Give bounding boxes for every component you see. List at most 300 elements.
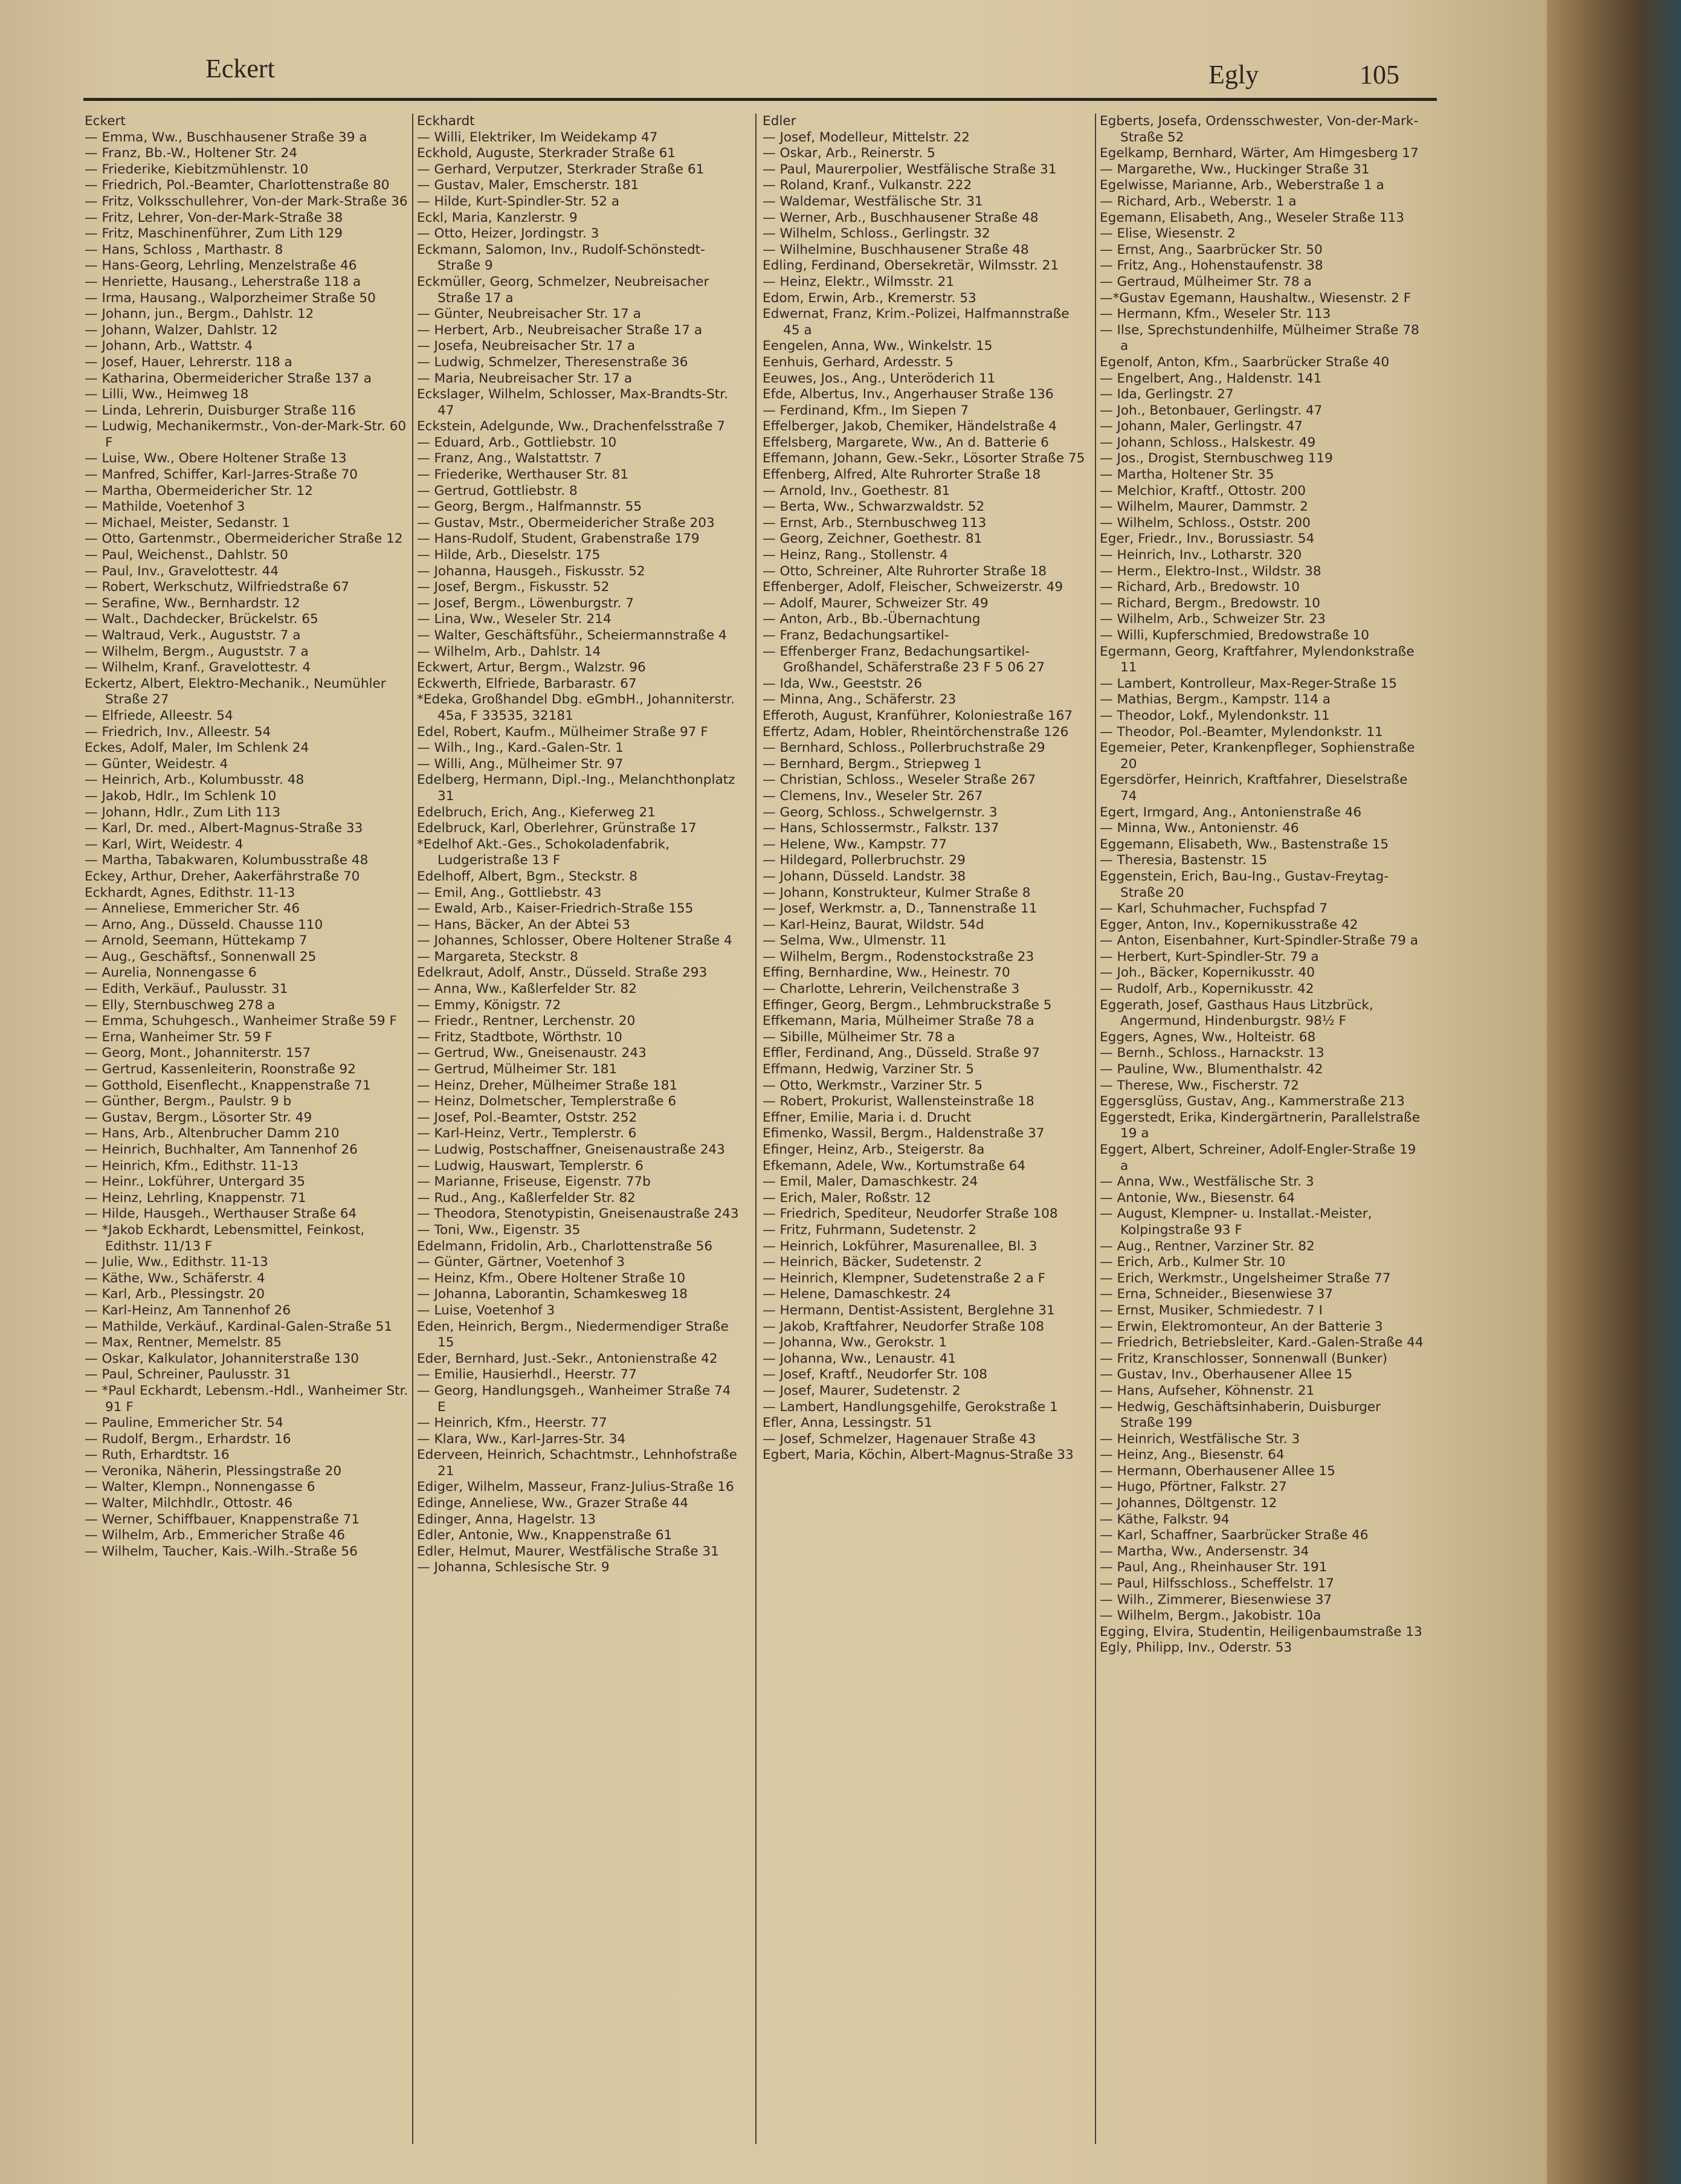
directory-entry: — Luise, Voetenhof 3 xyxy=(417,1302,555,1318)
directory-entry: — Ernst, Ang., Saarbrücker Str. 50 xyxy=(1100,242,1323,257)
directory-entry: — Maria, Neubreisacher Str. 17 a xyxy=(417,370,633,386)
directory-entry: — Otto, Werkmstr., Varziner Str. 5 xyxy=(763,1077,983,1093)
directory-entry: Egert, Irmgard, Ang., Antonienstraße 46 xyxy=(1100,804,1362,820)
directory-entry: — Johann, Düsseld. Landstr. 38 xyxy=(763,868,966,884)
directory-entry: — Hans, Bäcker, An der Abtei 53 xyxy=(417,917,630,932)
directory-entry: — Serafine, Ww., Bernhardstr. 12 xyxy=(85,595,300,611)
directory-entry: — Gertrud, Mülheimer Str. 181 xyxy=(417,1062,618,1077)
directory-entry: — Joh., Bäcker, Kopernikusstr. 40 xyxy=(1100,965,1315,981)
directory-entry: Efkemann, Adele, Ww., Kortumstraße 64 xyxy=(763,1158,1026,1174)
directory-entry: Effenberger, Adolf, Fleischer, Schweizerstr. 49 xyxy=(763,580,1063,595)
directory-entry: — Arno, Ang., Düsseld. Chausse 110 xyxy=(85,917,323,932)
directory-entry: — Bernhard, Bergm., Striepweg 1 xyxy=(763,756,982,772)
column-2 xyxy=(417,114,743,2156)
directory-entry: — Oskar, Kalkulator, Johanniterstraße 130 xyxy=(85,1351,360,1366)
directory-entry: — Karl, Arb., Plessingstr. 20 xyxy=(85,1287,265,1302)
directory-entry: — Johanna, Ww., Gerokstr. 1 xyxy=(763,1335,947,1351)
directory-entry: — Arnold, Seemann, Hüttekamp 7 xyxy=(85,933,308,949)
directory-entry: — Georg, Mont., Johanniterstr. 157 xyxy=(85,1045,311,1061)
directory-entry: Eckes, Adolf, Maler, Im Schlenk 24 xyxy=(85,740,309,756)
directory-entry: — Elise, Wiesenstr. 2 xyxy=(1100,226,1236,242)
directory-entry: — Margareta, Steckstr. 8 xyxy=(417,949,578,964)
directory-entry: — Theodor, Pol.-Beamter, Mylendonkstr. 11 xyxy=(1100,724,1383,740)
directory-entry: — Eduard, Arb., Gottliebstr. 10 xyxy=(417,435,617,450)
directory-entry: — Gotthold, Eisenflecht., Knappenstraße 71 xyxy=(85,1077,371,1093)
directory-entry: Effenberg, Alfred, Alte Ruhrorter Straße 18 xyxy=(763,467,1041,483)
directory-entry: — Minna, Ww., Antonienstr. 46 xyxy=(1100,821,1299,836)
directory-entry: — Heinrich, Buchhalter, Am Tannenhof 26 xyxy=(85,1142,358,1157)
directory-entry: — Veronika, Näherin, Plessingstraße 20 xyxy=(85,1463,342,1479)
directory-entry: — Emma, Ww., Buschhausener Straße 39 a xyxy=(85,129,367,145)
directory-entry: — Günter, Neubreisacher Str. 17 a xyxy=(417,306,641,322)
directory-entry: — Fritz, Lehrer, Von-der-Mark-Straße 38 xyxy=(85,210,343,225)
directory-entry: — Klara, Ww., Karl-Jarres-Str. 34 xyxy=(417,1431,626,1447)
directory-entry: Effinger, Georg, Bergm., Lehmbruckstraße 5 xyxy=(763,997,1052,1013)
directory-entry: — Wilhelm, Arb., Dahlstr. 14 xyxy=(417,644,601,659)
header-rule xyxy=(83,98,1437,101)
directory-entry: Egenolf, Anton, Kfm., Saarbrücker Straße 40 xyxy=(1100,354,1390,370)
directory-entry: — Irma, Hausang., Walporzheimer Straße 50 xyxy=(85,290,376,306)
directory-entry: Eckstein, Adelgunde, Ww., Drachenfelsstraße 7 xyxy=(417,419,725,435)
directory-entry: — Ruth, Erhardtstr. 16 xyxy=(85,1447,230,1463)
directory-entry: — Aug., Rentner, Varziner Str. 82 xyxy=(1100,1238,1315,1254)
directory-entry: — Johann, Konstrukteur, Kulmer Straße 8 xyxy=(763,885,1031,900)
directory-entry: — Heinrich, Klempner, Sudetenstraße 2 a F xyxy=(763,1270,1046,1286)
directory-entry: — Heinrich, Arb., Kolumbusstr. 48 xyxy=(85,772,305,788)
directory-entry: Ederveen, Heinrich, Schachtmstr., Lehnhofstraße 21 xyxy=(417,1447,737,1479)
directory-entry: — Fritz, Stadtbote, Wörthstr. 10 xyxy=(417,1029,622,1045)
directory-entry: Edler, Antonie, Ww., Knappenstraße 61 xyxy=(417,1528,673,1543)
directory-entry: — Rud., Ang., Kaßlerfelder Str. 82 xyxy=(417,1190,636,1206)
directory-entry: — Ewald, Arb., Kaiser-Friedrich-Straße 155 xyxy=(417,901,694,917)
directory-entry: — Emma, Schuhgesch., Wanheimer Straße 59 F xyxy=(85,1013,397,1029)
directory-entry: — Clemens, Inv., Weseler Str. 267 xyxy=(763,788,983,804)
directory-entry: — Günther, Bergm., Paulstr. 9 b xyxy=(85,1094,292,1110)
directory-entry: —*Gustav Egemann, Haushaltw., Wiesenstr. 2 F xyxy=(1100,290,1412,306)
directory-entry: — August, Klempner- u. Installat.-Meister, Kolpingstraße 93 F xyxy=(1100,1206,1372,1238)
directory-entry: — Wilhelm, Maurer, Dammstr. 2 xyxy=(1100,499,1308,515)
directory-entry: Eckslager, Wilhelm, Schlosser, Max-Brandts-Str. 47 xyxy=(417,387,729,418)
directory-entry: Egly, Philipp, Inv., Oderstr. 53 xyxy=(1100,1640,1292,1656)
book-spine xyxy=(1547,0,1681,2184)
directory-entry: — Johanna, Laborantin, Schamkesweg 18 xyxy=(417,1287,688,1302)
directory-entry: — Josef, Bergm., Fiskusstr. 52 xyxy=(417,580,610,595)
directory-entry: — Hildegard, Pollerbruchstr. 29 xyxy=(763,853,966,868)
directory-entry: — Jos., Drogist, Sternbuschweg 119 xyxy=(1100,451,1333,467)
directory-entry: — Walter, Milchhdlr., Ottostr. 46 xyxy=(85,1496,293,1511)
directory-entry: Eggert, Albert, Schreiner, Adolf-Engler-Straße 19 a xyxy=(1100,1142,1416,1174)
directory-entry: Edel, Robert, Kaufm., Mülheimer Straße 97 F xyxy=(417,724,708,740)
directory-entry: Edwernat, Franz, Krim.-Polizei, Halfmannstraße 45 a xyxy=(763,306,1070,338)
directory-entry: — Gertrud, Kassenleiterin, Roonstraße 92 xyxy=(85,1062,356,1077)
directory-entry: — Manfred, Schiffer, Karl-Jarres-Straße 70 xyxy=(85,467,358,483)
directory-entry: — Herbert, Kurt-Spindler-Str. 79 a xyxy=(1100,949,1319,964)
directory-entry: — Hans-Rudolf, Student, Grabenstraße 179 xyxy=(417,531,700,547)
directory-entry: — Gertrud, Ww., Gneisenaustr. 243 xyxy=(417,1045,647,1061)
directory-entry: — Waltraud, Verk., Auguststr. 7 a xyxy=(85,628,301,643)
directory-entry: — Berta, Ww., Schwarzwaldstr. 52 xyxy=(763,499,985,515)
directory-entry: — Ida, Ww., Geeststr. 26 xyxy=(763,676,922,691)
directory-entry: — Johanna, Schlesische Str. 9 xyxy=(417,1560,610,1575)
directory-entry: — Günter, Gärtner, Voetenhof 3 xyxy=(417,1255,625,1270)
directory-entry: — Richard, Arb., Weberstr. 1 a xyxy=(1100,193,1297,209)
directory-entry: — Willi, Ang., Mülheimer Str. 97 xyxy=(417,756,624,772)
directory-entry: Effkemann, Maria, Mülheimer Straße 78 a xyxy=(763,1013,1034,1029)
directory-entry: — Erich, Werkmstr., Ungelsheimer Straße 77 xyxy=(1100,1270,1391,1286)
directory-entry: — Selma, Ww., Ulmenstr. 11 xyxy=(763,933,947,949)
directory-entry: — Roland, Kranf., Vulkanstr. 222 xyxy=(763,178,972,193)
directory-entry: — Emil, Maler, Damaschkestr. 24 xyxy=(763,1174,978,1190)
directory-entry: — Mathilde, Verkäuf., Kardinal-Galen-Straße 51 xyxy=(85,1319,393,1334)
directory-entry: — Karl-Heinz, Baurat, Wildstr. 54d xyxy=(763,917,984,932)
directory-entry: Eckey, Arthur, Dreher, Aakerfährstraße 70 xyxy=(85,868,360,884)
directory-entry: — Fritz, Kranschlosser, Sonnenwall (Bunker) xyxy=(1100,1351,1388,1366)
directory-entry: Eggerstedt, Erika, Kindergärtnerin, Parallelstraße 19 a xyxy=(1100,1110,1421,1142)
directory-entry: — Rudolf, Arb., Kopernikusstr. 42 xyxy=(1100,981,1314,997)
directory-entry: — Bernhard, Schloss., Pollerbruchstraße 29 xyxy=(763,740,1045,756)
directory-entry: — *Jakob Eckhardt, Lebensmittel, Feinkost, Edithstr. 11/13 F xyxy=(85,1222,365,1254)
directory-entry: — Linda, Lehrerin, Duisburger Straße 116 xyxy=(85,402,356,418)
directory-entry: — Luise, Ww., Obere Holtener Straße 13 xyxy=(85,451,347,467)
directory-entry: Edelberg, Hermann, Dipl.-Ing., Melanchthonplatz 31 xyxy=(417,772,735,804)
directory-entry: *Edeka, Großhandel Dbg. eGmbH., Johanniterstr. 45a, F 33535, 32181 xyxy=(417,692,735,723)
directory-entry: — Ilse, Sprechstundenhilfe, Mülheimer Straße 78 a xyxy=(1100,322,1419,354)
directory-entry: — Wilh., Zimmerer, Biesenwiese 37 xyxy=(1100,1592,1332,1607)
directory-entry: — Anneliese, Emmericher Str. 46 xyxy=(85,901,300,917)
directory-entry: — Hilde, Arb., Dieselstr. 175 xyxy=(417,548,601,563)
directory-entry: — Josef, Werkmstr. a, D., Tannenstraße 11 xyxy=(763,901,1037,917)
directory-entry: — Karl, Wirt, Weidestr. 4 xyxy=(85,836,244,852)
directory-entry: — Effenberger Franz, Bedachungsartikel-Großhandel, Schäferstraße 23 F 5 06 27 xyxy=(763,644,1045,676)
directory-entry: — Josef, Modelleur, Mittelstr. 22 xyxy=(763,129,970,145)
directory-entry: — Willi, Kupferschmied, Bredowstraße 10 xyxy=(1100,628,1370,643)
directory-entry: — Wilh., Ing., Kard.-Galen-Str. 1 xyxy=(417,740,624,756)
directory-entry: — Arnold, Inv., Goethestr. 81 xyxy=(763,483,950,499)
directory-entry: — Johannes, Schlosser, Obere Holtener Straße 4 xyxy=(417,933,732,949)
directory-entry: Eckertz, Albert, Elektro-Mechanik., Neumühler Straße 27 xyxy=(85,676,386,708)
directory-entry: — Otto, Heizer, Jordingstr. 3 xyxy=(417,226,599,242)
directory-entry: — Josef, Maurer, Sudetenstr. 2 xyxy=(763,1383,961,1398)
directory-entry: — Robert, Prokurist, Wallensteinstraße 18 xyxy=(763,1094,1034,1110)
directory-entry: — Friedr., Rentner, Lerchenstr. 20 xyxy=(417,1013,636,1029)
directory-entry: — Paul, Weichenst., Dahlstr. 50 xyxy=(85,548,288,563)
directory-entry: — Friederike, Werthauser Str. 81 xyxy=(417,467,628,483)
directory-entry: — Hans, Aufseher, Köhnenstr. 21 xyxy=(1100,1383,1315,1398)
directory-entry: — Hugo, Pförtner, Falkstr. 27 xyxy=(1100,1479,1287,1495)
directory-entry: — Heinz, Lehrling, Knappenstr. 71 xyxy=(85,1190,306,1206)
directory-entry: — Aug., Geschäftsf., Sonnenwall 25 xyxy=(85,949,317,964)
directory-entry: — Wilhelm, Schloss., Gerlingstr. 32 xyxy=(763,226,990,242)
directory-entry: Eger, Friedr., Inv., Borussiastr. 54 xyxy=(1100,531,1315,547)
directory-entry: — Hans, Arb., Altenbrucher Damm 210 xyxy=(85,1126,340,1142)
directory-entry: Egelkamp, Bernhard, Wärter, Am Himgesberg 17 xyxy=(1100,146,1419,161)
directory-entry: — Wilhelm, Bergm., Auguststr. 7 a xyxy=(85,644,309,659)
directory-entry: — Anna, Ww., Westfälische Str. 3 xyxy=(1100,1174,1314,1190)
directory-entry: — Johanna, Hausgeh., Fiskusstr. 52 xyxy=(417,563,645,579)
directory-entry: — Heinz, Dolmetscher, Templerstraße 6 xyxy=(417,1094,677,1110)
directory-entry: Efinger, Heinz, Arb., Steigerstr. 8a xyxy=(763,1142,985,1157)
directory-entry: — Otto, Gartenmstr., Obermeidericher Straße 12 xyxy=(85,531,403,547)
directory-entry: — Gustav, Bergm., Lösorter Str. 49 xyxy=(85,1110,312,1125)
directory-entry: — Oskar, Arb., Reinerstr. 5 xyxy=(763,146,935,161)
directory-entry: — Georg, Bergm., Halfmannstr. 55 xyxy=(417,499,642,515)
directory-entry: Edling, Ferdinand, Obersekretär, Wilmsstr. 21 xyxy=(763,258,1059,274)
directory-entry: — Lambert, Kontrolleur, Max-Reger-Straße 15 xyxy=(1100,676,1398,691)
directory-entry: — Ludwig, Postschaffner, Gneisenaustraße 243 xyxy=(417,1142,725,1157)
directory-entry: — Lilli, Ww., Heimweg 18 xyxy=(85,387,249,402)
directory-entry: — Gustav, Inv., Oberhausener Allee 15 xyxy=(1100,1367,1353,1383)
directory-entry: — Hermann, Kfm., Weseler Str. 113 xyxy=(1100,306,1331,322)
directory-entry: — Hans, Schlossermstr., Falkstr. 137 xyxy=(763,821,999,836)
directory-entry: — Erich, Maler, Roßstr. 12 xyxy=(763,1190,931,1206)
directory-entry: — Johann, Hdlr., Zum Lith 113 xyxy=(85,804,281,820)
directory-entry: — Erich, Arb., Kulmer Str. 10 xyxy=(1100,1255,1286,1270)
directory-entry: — *Paul Eckhardt, Lebensm.-Hdl., Wanheimer Str. 91 F xyxy=(85,1383,408,1415)
directory-entry: Ediger, Wilhelm, Masseur, Franz-Julius-Straße 16 xyxy=(417,1479,734,1495)
directory-entry: — Erwin, Elektromonteur, An der Batterie 3 xyxy=(1100,1319,1383,1334)
directory-entry: — Lambert, Handlungsgehilfe, Gerokstraße 1 xyxy=(763,1399,1058,1415)
directory-entry: Efler, Anna, Lessingstr. 51 xyxy=(763,1415,932,1431)
directory-entry: — Heinrich, Kfm., Edithstr. 11-13 xyxy=(85,1158,298,1174)
directory-entry: — Heinz, Rang., Stollenstr. 4 xyxy=(763,548,948,563)
directory-entry: — Max, Rentner, Memelstr. 85 xyxy=(85,1335,282,1351)
directory-entry: Effmann, Hedwig, Varziner Str. 5 xyxy=(763,1062,975,1077)
directory-entry: Eggersglüss, Gustav, Ang., Kammerstraße 213 xyxy=(1100,1094,1405,1110)
directory-entry: — Ida, Gerlingstr. 27 xyxy=(1100,387,1234,402)
directory-entry: Effertz, Adam, Hobler, Rheintörchenstraße 126 xyxy=(763,724,1069,740)
directory-entry: — Gertrud, Gottliebstr. 8 xyxy=(417,483,578,499)
directory-entry: — Johann, Arb., Wattstr. 4 xyxy=(85,338,253,354)
directory-entry: — Julie, Ww., Edithstr. 11-13 xyxy=(85,1255,268,1270)
directory-entry: — Willi, Elektriker, Im Weidekamp 47 xyxy=(417,129,658,145)
directory-entry: — Mathilde, Voetenhof 3 xyxy=(85,499,245,515)
directory-entry: — Wilhelm, Bergm., Jakobistr. 10a xyxy=(1100,1608,1321,1624)
directory-entry: — Johann, Schloss., Halskestr. 49 xyxy=(1100,435,1316,450)
directory-entry: — Margarethe, Ww., Huckinger Straße 31 xyxy=(1100,161,1370,177)
directory-entry: — Heinrich, Inv., Lotharstr. 320 xyxy=(1100,548,1302,563)
directory-entry: — Wilhelm, Taucher, Kais.-Wilh.-Straße 56 xyxy=(85,1543,358,1559)
directory-entry: — Johannes, Döltgenstr. 12 xyxy=(1100,1496,1277,1511)
directory-entry: — Robert, Werkschutz, Wilfriedstraße 67 xyxy=(85,580,349,595)
directory-entry: — Sibille, Mülheimer Str. 78 a xyxy=(763,1029,955,1045)
directory-entry: — Emil, Ang., Gottliebstr. 43 xyxy=(417,885,602,900)
directory-entry: — Josef, Pol.-Beamter, Oststr. 252 xyxy=(417,1110,637,1125)
directory-entry: — Josef, Bergm., Löwenburgstr. 7 xyxy=(417,595,634,611)
directory-entry: — Walter, Klempn., Nonnengasse 6 xyxy=(85,1479,315,1495)
directory-entry: — Josef, Kraftf., Neudorfer Str. 108 xyxy=(763,1367,988,1383)
directory-entry: — Anton, Eisenbahner, Kurt-Spindler-Straße 79 a xyxy=(1100,933,1418,949)
directory-entry: Eggemann, Elisabeth, Ww., Bastenstraße 15 xyxy=(1100,836,1389,852)
directory-entry: Eggers, Agnes, Ww., Holteistr. 68 xyxy=(1100,1029,1316,1045)
running-head-right: Egly xyxy=(1208,60,1259,89)
directory-entry: — Paul, Schreiner, Paulusstr. 31 xyxy=(85,1367,291,1383)
directory-entry: Egermann, Georg, Kraftfahrer, Mylendonkstraße 11 xyxy=(1100,644,1415,676)
directory-entry: Eder, Bernhard, Just.-Sekr., Antonienstraße 42 xyxy=(417,1351,718,1366)
directory-entry: Egberts, Josefa, Ordensschwester, Von-der-Mark-Straße 52 xyxy=(1100,114,1419,145)
directory-entry: — Paul, Inv., Gravelottestr. 44 xyxy=(85,563,279,579)
directory-entry: — Rudolf, Bergm., Erhardstr. 16 xyxy=(85,1431,291,1447)
directory-entry: — Wilhelm, Schloss., Oststr. 200 xyxy=(1100,515,1311,531)
directory-entry: — Heinrich, Bäcker, Sudetenstr. 2 xyxy=(763,1255,982,1270)
directory-entry: — Werner, Arb., Buschhausener Straße 48 xyxy=(763,210,1039,225)
directory-entry: — Fritz, Volksschullehrer, Von-der Mark-Straße 36 xyxy=(85,193,408,209)
directory-entry: — Heinz, Dreher, Mülheimer Straße 181 xyxy=(417,1077,678,1093)
directory-entry: Egemann, Elisabeth, Ang., Weseler Straße 113 xyxy=(1100,210,1404,225)
directory-entry: — Karl, Schaffner, Saarbrücker Straße 46 xyxy=(1100,1528,1369,1543)
directory-entry: — Wilhelm, Kranf., Gravelottestr. 4 xyxy=(85,660,311,676)
directory-entry: — Josef, Hauer, Lehrerstr. 118 a xyxy=(85,354,292,370)
directory-entry: — Johanna, Ww., Lenaustr. 41 xyxy=(763,1351,957,1366)
directory-entry: Edler xyxy=(763,114,796,129)
directory-entry: — Ernst, Musiker, Schmiedestr. 7 I xyxy=(1100,1302,1323,1318)
directory-entry: Eckl, Maria, Kanzlerstr. 9 xyxy=(417,210,578,225)
directory-entry: Egbert, Maria, Köchin, Albert-Magnus-Straße 33 xyxy=(763,1447,1074,1463)
directory-entry: Eggenstein, Erich, Bau-Ing., Gustav-Freytag-Straße 20 xyxy=(1100,868,1389,900)
directory-entry: — Käthe, Falkstr. 94 xyxy=(1100,1511,1230,1527)
column-divider xyxy=(755,114,757,2144)
directory-entry: Egersdörfer, Heinrich, Kraftfahrer, Dieselstraße 74 xyxy=(1100,772,1408,804)
directory-entry: — Friedrich, Betriebsleiter, Kard.-Galen-Straße 44 xyxy=(1100,1335,1424,1351)
directory-entry: — Paul, Hilfsschloss., Scheffelstr. 17 xyxy=(1100,1576,1334,1592)
directory-entry: — Ludwig, Hauswart, Templerstr. 6 xyxy=(417,1158,644,1174)
directory-entry: — Karl, Schuhmacher, Fuchspfad 7 xyxy=(1100,901,1328,917)
directory-entry: — Hilde, Hausgeh., Werthauser Straße 64 xyxy=(85,1206,357,1222)
directory-entry: — Martha, Ww., Andersenstr. 34 xyxy=(1100,1543,1309,1559)
directory-entry: — Anton, Arb., Bb.-Übernachtung xyxy=(763,612,981,627)
directory-entry: — Georg, Zeichner, Goethestr. 81 xyxy=(763,531,982,547)
directory-entry: — Jakob, Hdlr., Im Schlenk 10 xyxy=(85,788,277,804)
directory-entry: — Minna, Ang., Schäferstr. 23 xyxy=(763,692,957,708)
directory-entry: — Georg, Schloss., Schwelgernstr. 3 xyxy=(763,804,998,820)
directory-entry: — Heinrich, Westfälische Str. 3 xyxy=(1100,1431,1300,1447)
directory-entry: — Waldemar, Westfälische Str. 31 xyxy=(763,193,983,209)
directory-entry: Effelsberg, Margarete, Ww., An d. Batterie 6 xyxy=(763,435,1049,450)
directory-entry: — Hedwig, Geschäftsinhaberin, Duisburger Straße 199 xyxy=(1100,1399,1381,1431)
directory-entry: — Otto, Schreiner, Alte Ruhrorter Straße 18 xyxy=(763,563,1047,579)
directory-entry: Eckert xyxy=(85,114,126,129)
directory-entry: — Erna, Schneider., Biesenwiese 37 xyxy=(1100,1287,1334,1302)
directory-entry: — Richard, Arb., Bredowstr. 10 xyxy=(1100,580,1300,595)
column-divider xyxy=(1095,114,1096,2144)
directory-entry: Edinger, Anna, Hagelstr. 13 xyxy=(417,1511,596,1527)
directory-entry: Edinge, Anneliese, Ww., Grazer Straße 44 xyxy=(417,1496,689,1511)
directory-entry: — Karl, Dr. med., Albert-Magnus-Straße 33 xyxy=(85,821,363,836)
directory-entry: Eckhold, Auguste, Sterkrader Straße 61 xyxy=(417,146,676,161)
page-number: 105 xyxy=(1360,60,1399,89)
directory-entry: — Pauline, Emmericher Str. 54 xyxy=(85,1415,283,1431)
directory-entry: Eckhardt, Agnes, Edithstr. 11-13 xyxy=(85,885,295,900)
directory-entry: Efferoth, August, Kranführer, Koloniestraße 167 xyxy=(763,708,1073,723)
directory-entry: — Werner, Schiffbauer, Knappenstraße 71 xyxy=(85,1511,360,1527)
directory-entry: — Josefa, Neubreisacher Str. 17 a xyxy=(417,338,636,354)
directory-entry: — Heinz, Kfm., Obere Holtener Straße 10 xyxy=(417,1270,686,1286)
directory-entry: *Edelhof Akt.-Ges., Schokoladenfabrik, Ludgeristraße 13 F xyxy=(417,836,669,868)
directory-entry: — Fritz, Ang., Hohenstaufenstr. 38 xyxy=(1100,258,1323,274)
directory-entry: — Hermann, Dentist-Assistent, Berglehne 31 xyxy=(763,1302,1055,1318)
directory-entry: — Melchior, Kraftf., Ottostr. 200 xyxy=(1100,483,1306,499)
directory-entry: Eggerath, Josef, Gasthaus Haus Litzbrück, Angermund, Hindenburgstr. 98½ F xyxy=(1100,997,1373,1029)
directory-entry: — Heinz, Elektr., Wilmsstr. 21 xyxy=(763,274,955,289)
directory-entry: — Elfriede, Alleestr. 54 xyxy=(85,708,233,723)
directory-entry: Egging, Elvira, Studentin, Heiligenbaumstraße 13 xyxy=(1100,1624,1422,1640)
directory-entry: — Theresia, Bastenstr. 15 xyxy=(1100,853,1268,868)
directory-entry: — Mathias, Bergm., Kampstr. 114 a xyxy=(1100,692,1331,708)
directory-entry: — Antonie, Ww., Biesenstr. 64 xyxy=(1100,1190,1295,1206)
directory-entry: — Walt., Dachdecker, Brückelstr. 65 xyxy=(85,612,318,627)
directory-entry: — Franz, Ang., Walstattstr. 7 xyxy=(417,451,602,467)
directory-entry: Effner, Emilie, Maria i. d. Drucht xyxy=(763,1110,972,1125)
directory-entry: — Edith, Verkäuf., Paulusstr. 31 xyxy=(85,981,288,997)
directory-entry: — Theodora, Stenotypistin, Gneisenaustraße 243 xyxy=(417,1206,739,1222)
directory-entry: — Martha, Tabakwaren, Kolumbusstraße 48 xyxy=(85,853,369,868)
directory-entry: — Herbert, Arb., Neubreisacher Straße 17 a xyxy=(417,322,703,338)
directory-entry: Effemann, Johann, Gew.-Sekr., Lösorter Straße 75 xyxy=(763,451,1085,467)
directory-entry: — Elly, Sternbuschweg 278 a xyxy=(85,997,276,1013)
directory-entry: — Günter, Weidestr. 4 xyxy=(85,756,228,772)
directory-entry: — Joh., Betonbauer, Gerlingstr. 47 xyxy=(1100,402,1323,418)
directory-entry: — Johann, jun., Bergm., Dahlstr. 12 xyxy=(85,306,314,322)
directory-entry: — Fritz, Maschinenführer, Zum Lith 129 xyxy=(85,226,343,242)
directory-entry: — Ernst, Arb., Sternbuschweg 113 xyxy=(763,515,987,531)
directory-entry: — Jakob, Kraftfahrer, Neudorfer Straße 108 xyxy=(763,1319,1045,1334)
column-divider xyxy=(412,114,413,2144)
directory-entry: Eenhuis, Gerhard, Ardesstr. 5 xyxy=(763,354,953,370)
directory-entry: — Gustav, Mstr., Obermeidericher Straße 203 xyxy=(417,515,715,531)
directory-entry: — Käthe, Ww., Schäferstr. 4 xyxy=(85,1270,265,1286)
directory-entry: — Friederike, Kiebitzmühlenstr. 10 xyxy=(85,161,309,177)
directory-entry: — Herm., Elektro-Inst., Wildstr. 38 xyxy=(1100,563,1321,579)
directory-entry: Edelhoff, Albert, Bgm., Steckstr. 8 xyxy=(417,868,638,884)
directory-entry: — Heinz, Ang., Biesenstr. 64 xyxy=(1100,1447,1285,1463)
directory-entry: — Katharina, Obermeidericher Straße 137 a xyxy=(85,370,372,386)
column-3 xyxy=(763,114,1089,2156)
directory-entry: Edelbruck, Karl, Oberlehrer, Grünstraße 17 xyxy=(417,821,697,836)
directory-entry: — Wilhelm, Arb., Schweizer Str. 23 xyxy=(1100,612,1326,627)
directory-entry: — Karl-Heinz, Vertr., Templerstr. 6 xyxy=(417,1126,637,1142)
directory-entry: — Aurelia, Nonnengasse 6 xyxy=(85,965,257,981)
directory-entry: — Karl-Heinz, Am Tannenhof 26 xyxy=(85,1302,291,1318)
directory-entry: — Wilhelmine, Buschhausener Straße 48 xyxy=(763,242,1029,257)
directory-entry: — Emilie, Hausierhdl., Heerstr. 77 xyxy=(417,1367,637,1383)
directory-entry: — Henriette, Hausang., Leherstraße 118 a xyxy=(85,274,361,289)
directory-entry: — Hans, Schloss , Marthastr. 8 xyxy=(85,242,283,257)
directory-entry: Edler, Helmut, Maurer, Westfälische Straße 31 xyxy=(417,1543,719,1559)
directory-entry: Eckmann, Salomon, Inv., Rudolf-Schönstedt-Straße 9 xyxy=(417,242,705,274)
directory-entry: — Josef, Schmelzer, Hagenauer Straße 43 xyxy=(763,1431,1036,1447)
directory-entry: — Wilhelm, Bergm., Rodenstockstraße 23 xyxy=(763,949,1034,964)
directory-entry: — Erna, Wanheimer Str. 59 F xyxy=(85,1029,273,1045)
directory-entry: — Michael, Meister, Sedanstr. 1 xyxy=(85,515,291,531)
directory-entry: — Helene, Damaschkestr. 24 xyxy=(763,1287,951,1302)
directory-entry: — Hans-Georg, Lehrling, Menzelstraße 46 xyxy=(85,258,357,274)
directory-entry: — Adolf, Maurer, Schweizer Str. 49 xyxy=(763,595,989,611)
directory-entry: — Christian, Schloss., Weseler Straße 267 xyxy=(763,772,1036,788)
directory-entry: — Friedrich, Spediteur, Neudorfer Straße 108 xyxy=(763,1206,1058,1222)
directory-entry: Edom, Erwin, Arb., Kremerstr. 53 xyxy=(763,290,976,306)
directory-entry: — Engelbert, Ang., Haldenstr. 141 xyxy=(1100,370,1322,386)
directory-entry: — Fritz, Fuhrmann, Sudetenstr. 2 xyxy=(763,1222,977,1238)
directory-entry: Edelmann, Fridolin, Arb., Charlottenstraße 56 xyxy=(417,1238,713,1254)
directory-entry: — Pauline, Ww., Blumenthalstr. 42 xyxy=(1100,1062,1323,1077)
directory-entry: — Georg, Handlungsgeh., Wanheimer Straße 74 E xyxy=(417,1383,731,1415)
directory-entry: Egelwisse, Marianne, Arb., Weberstraße 1 a xyxy=(1100,178,1384,193)
directory-entry: — Toni, Ww., Eigenstr. 35 xyxy=(417,1222,581,1238)
directory-entry: — Hermann, Oberhausener Allee 15 xyxy=(1100,1463,1335,1479)
directory-entry: — Marianne, Friseuse, Eigenstr. 77b xyxy=(417,1174,651,1190)
directory-entry: — Martha, Obermeidericher Str. 12 xyxy=(85,483,313,499)
directory-entry: Effing, Bernhardine, Ww., Heinestr. 70 xyxy=(763,965,1010,981)
directory-entry: Eckhardt xyxy=(417,114,475,129)
